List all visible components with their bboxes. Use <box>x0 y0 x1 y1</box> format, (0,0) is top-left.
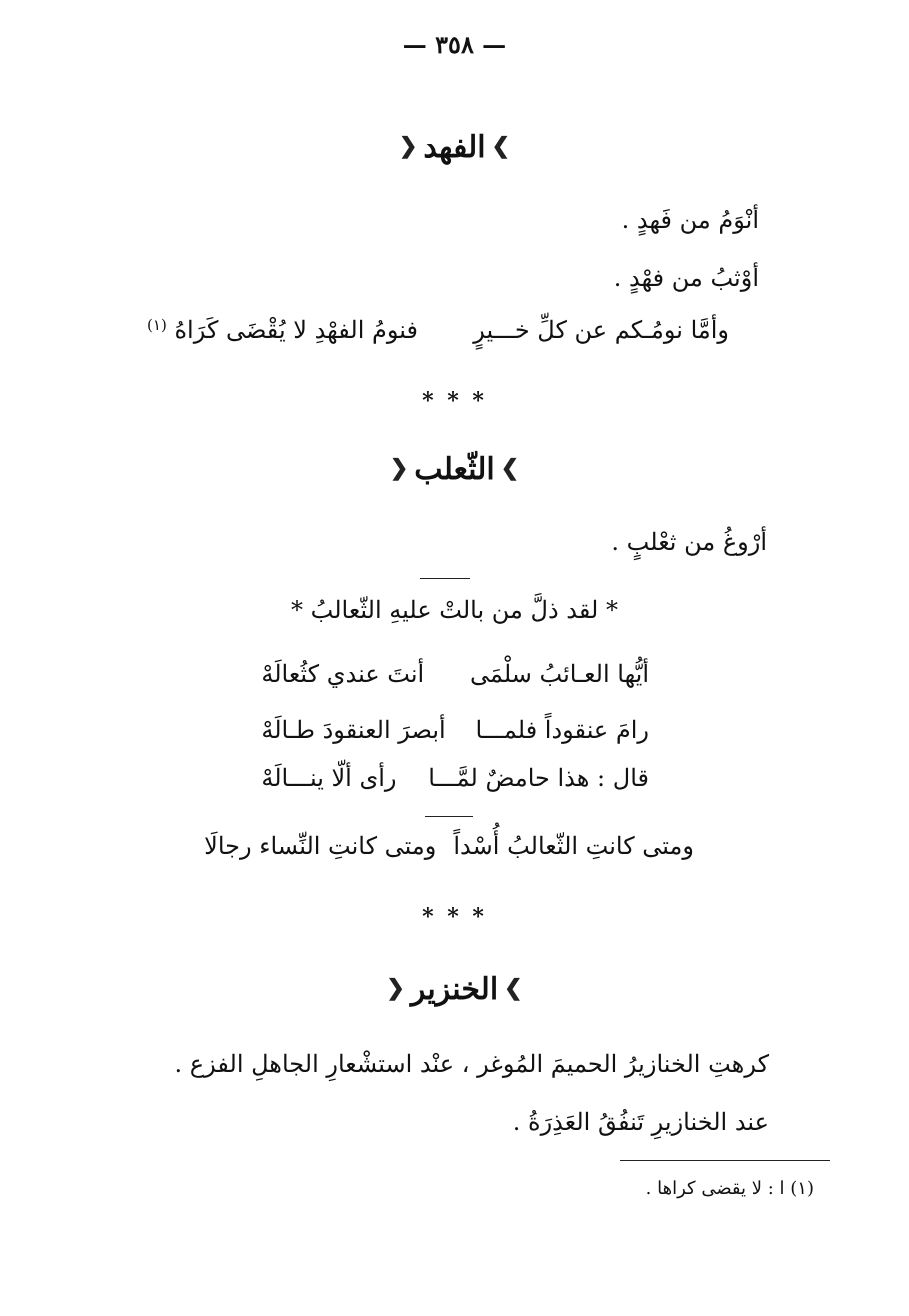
verse-second-hemistich: أبصرَ العنقودَ طـالَهْ <box>261 716 446 744</box>
page-number: — ٣٥٨ — <box>402 30 507 59</box>
verse-line <box>204 834 694 858</box>
verse-first-hemistich: أيُّها العـائبُ سلْمَى <box>469 660 649 688</box>
separator-rule <box>425 816 473 817</box>
verse-second-hemistich: ومتى كانتِ النِّساء رجالَا <box>204 832 437 860</box>
ornament-left-icon: ❮ <box>386 975 405 1001</box>
ornament-left-icon: ❮ <box>398 133 418 159</box>
ornament-right-icon: ❯ <box>491 133 511 159</box>
verse-hemistich-line: * لقد ذلَّ من بالتْ عليهِ الثّعالبُ * <box>291 596 618 624</box>
verse-line <box>147 316 729 344</box>
proverb-line: أوْثبُ من فهْدٍ . <box>613 264 759 292</box>
section-heading-thalab <box>0 452 909 487</box>
footnote-rule <box>620 1160 830 1161</box>
verse-first-hemistich: قال : هذا حامضٌ لمَّـــا <box>428 764 649 792</box>
verse-second-hemistich: رأى ألّا ينـــالَهْ <box>261 764 397 792</box>
section-title: الفهد <box>423 130 486 165</box>
verse-second-hemistich: أنتَ عندي كثُعالَهْ <box>261 660 425 688</box>
section-title: الخنزير <box>410 972 499 1007</box>
verse-first-hemistich: ومتى كانتِ الثّعالبُ أُسْداً <box>453 832 694 860</box>
verse-line <box>249 718 649 742</box>
separator-rule <box>420 578 470 579</box>
section-separator: * * * <box>422 388 487 414</box>
section-heading-khinzir <box>0 972 909 1007</box>
ornament-left-icon: ❮ <box>389 455 409 481</box>
proverb-line: عند الخنازيرِ تَنفُقُ العَذِرَةُ . <box>512 1108 769 1136</box>
section-separator: * * * <box>422 904 487 930</box>
section-title: الثّعلب <box>414 452 495 487</box>
proverb-line: أنْوَمُ من فَهدٍ . <box>621 206 759 234</box>
ornament-right-icon: ❯ <box>500 455 520 481</box>
section-heading-fahd <box>0 130 909 165</box>
proverb-line: كرهتِ الخنازيرُ الحميمَ المُوغر ، عنْد استشْعارِ الجاهلِ الفزع . <box>174 1050 769 1078</box>
footnote: (١) ا : لا يقضى كراها . <box>645 1178 814 1199</box>
verse-line <box>249 766 649 790</box>
proverb-line: أرْوغُ من ثعْلبٍ . <box>611 528 767 556</box>
verse-first-hemistich: رامَ عنقوداً فلمـــا <box>475 716 649 744</box>
footnote-reference: (١) <box>147 316 167 334</box>
ornament-right-icon: ❯ <box>504 975 523 1001</box>
verse-first-hemistich: وأمَّا نومُـكم عن كلِّ خـــيرٍ <box>473 316 729 344</box>
verse-second-hemistich: فنومُ الفهْدِ لا يُقْضَى كَرَاهُ <box>174 316 418 344</box>
verse-line <box>249 662 649 686</box>
